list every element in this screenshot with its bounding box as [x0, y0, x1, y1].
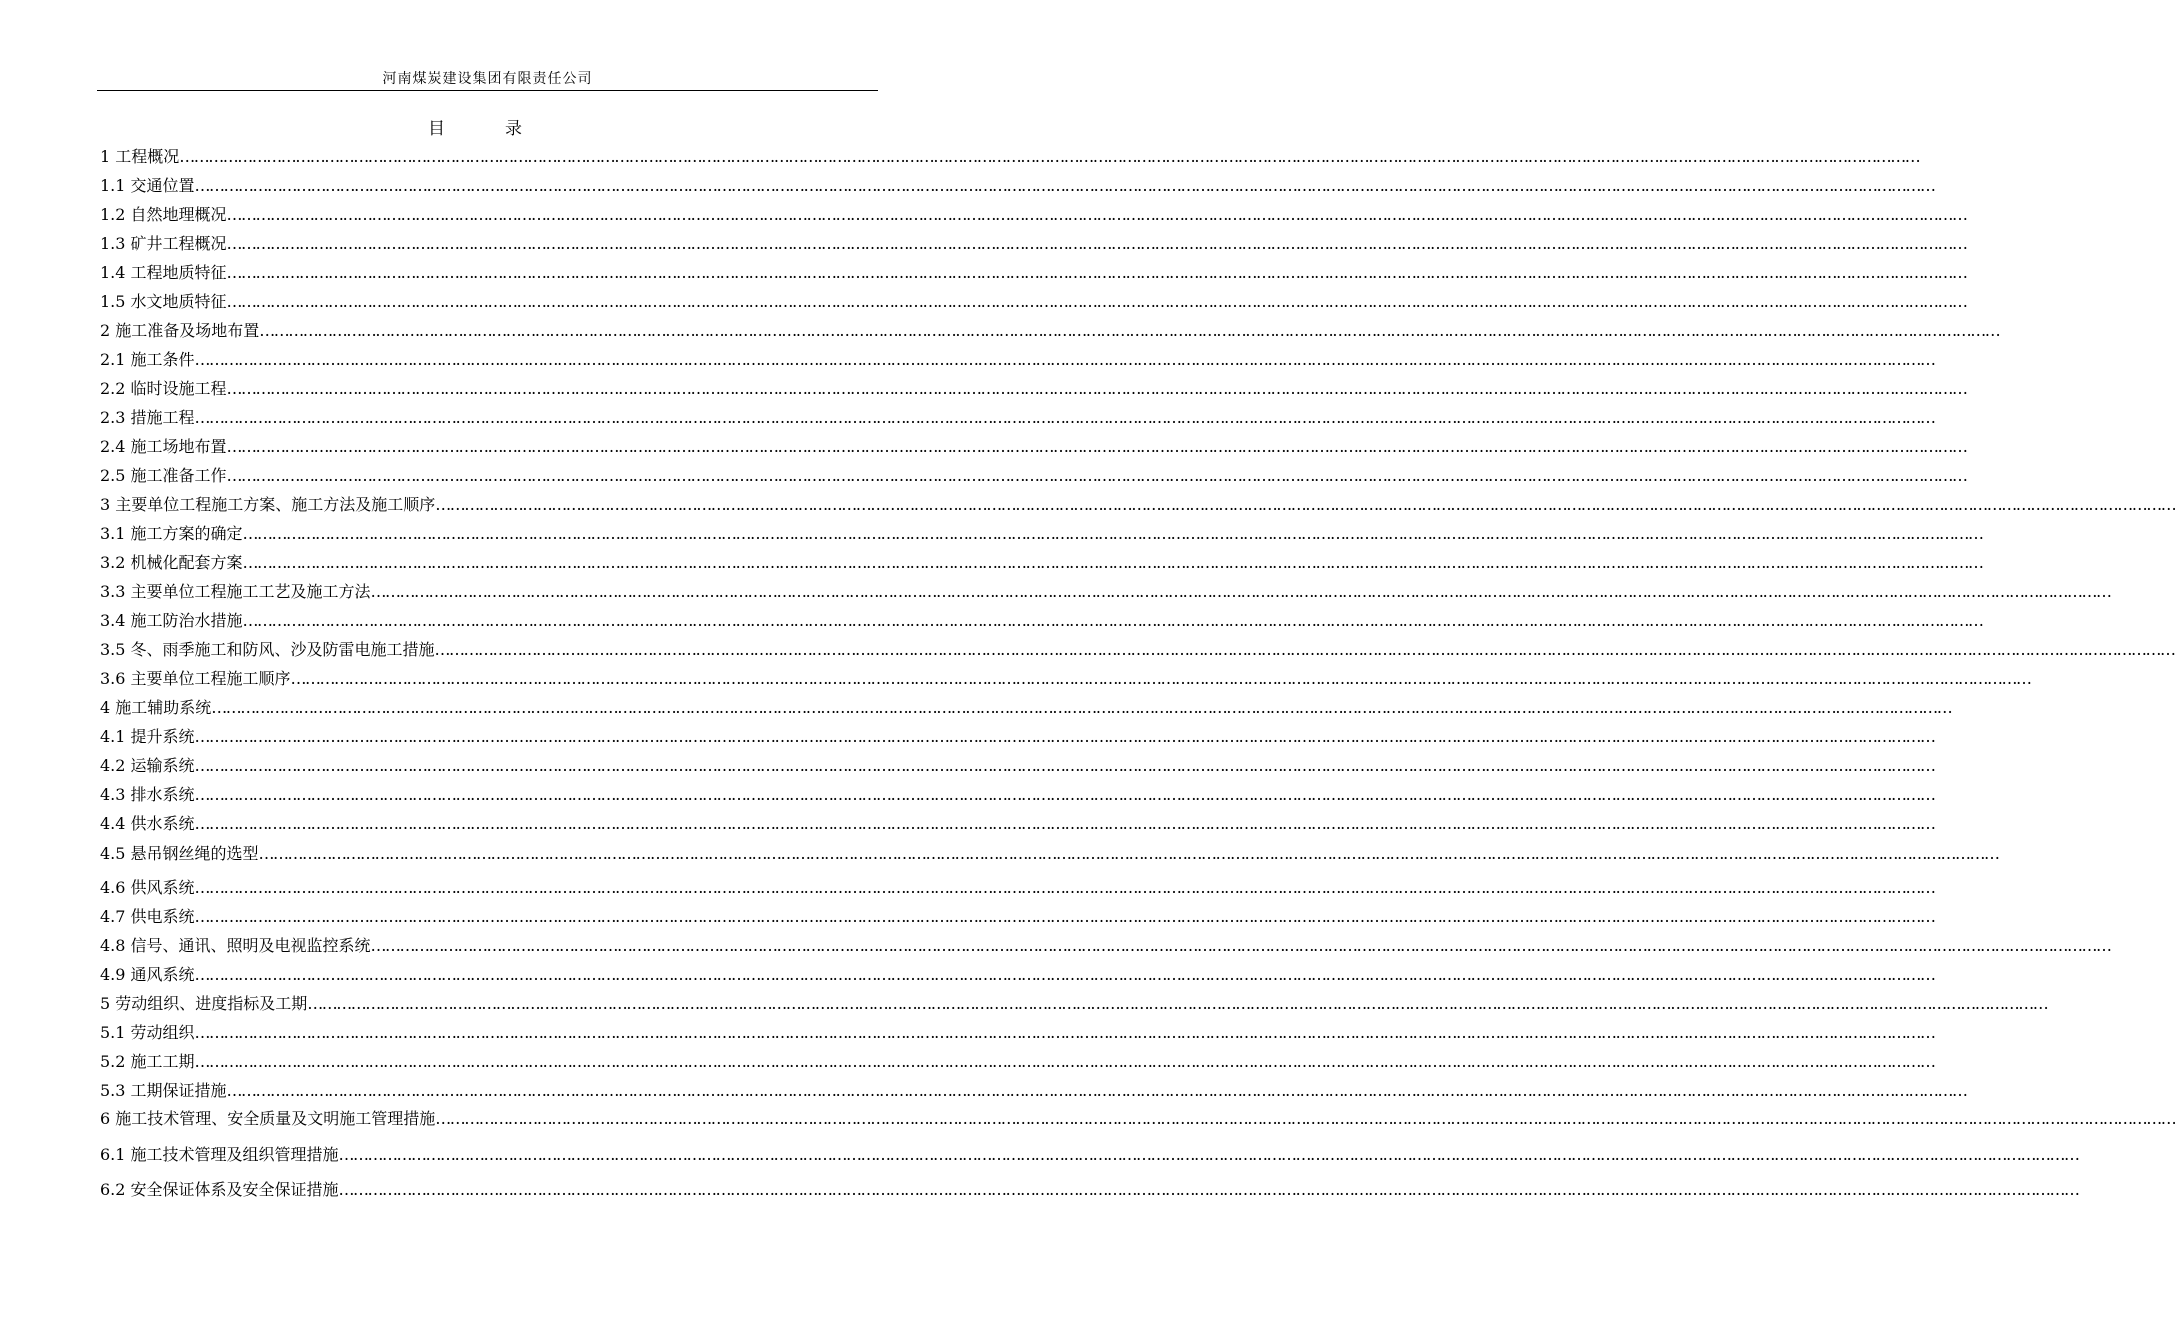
toc-leader-dots: ………………………………………………………………………………………………………………………………………………………………………………………………………………………………………………………………………………………………………………………………	[194, 785, 1935, 804]
toc-entry[interactable]	[100, 146, 1920, 168]
toc-entry-text: 5.1 劳动组织	[100, 1023, 195, 1042]
toc-entry-text: 6.2 安全保证体系及安全保证措施	[100, 1180, 339, 1199]
toc-leader-dots: ………………………………………………………………………………………………………………………………………………………………………………………………………………………………………………………………………………………………………………………………	[226, 379, 1967, 398]
toc-leader-dots: ………………………………………………………………………………………………………………………………………………………………………………………………………………………………………………………………………………………………………………………………	[338, 1180, 2079, 1199]
toc-leader-dots: ………………………………………………………………………………………………………………………………………………………………………………………………………………………………………………………………………………………………………………………………	[338, 1145, 2079, 1164]
toc-leader-dots: ………………………………………………………………………………………………………………………………………………………………………………………………………………………………………………………………………………………………………………………………	[242, 553, 1983, 572]
toc-entry-text: 2.5 施工准备工作	[100, 466, 227, 485]
toc-entry[interactable]	[100, 378, 1967, 400]
toc-title	[0, 118, 950, 140]
toc-entry-text: 2.4 施工场地布置	[100, 437, 227, 456]
toc-leader-dots: ………………………………………………………………………………………………………………………………………………………………………………………………………………………………………………………………………………………………………………………………	[259, 321, 2000, 340]
toc-leader-dots: ………………………………………………………………………………………………………………………………………………………………………………………………………………………………………………………………………………………………………………………………	[242, 524, 1983, 543]
toc-leader-dots: ………………………………………………………………………………………………………………………………………………………………………………………………………………………………………………………………………………………………………………………………	[194, 756, 1935, 775]
toc-entry[interactable]	[100, 407, 1935, 429]
toc-entry-text: 3.4 施工防治水措施	[100, 611, 243, 630]
toc-entry-text: 4.3 排水系统	[100, 785, 195, 804]
toc-entry[interactable]	[100, 465, 1967, 487]
toc-entry-text: 1.4 工程地质特征	[100, 263, 227, 282]
toc-entry-text: 1.3 矿井工程概况	[100, 234, 227, 253]
toc-entry-text: 2.1 施工条件	[100, 350, 195, 369]
toc-leader-dots: ………………………………………………………………………………………………………………………………………………………………………………………………………………………………………………………………………………………………………………………………	[242, 611, 1983, 630]
toc-leader-dots: ………………………………………………………………………………………………………………………………………………………………………………………………………………………………………………………………………………………………………………………………	[194, 814, 1935, 833]
toc-entry-text: 4.9 通风系统	[100, 965, 195, 984]
toc-entry[interactable]	[100, 552, 1983, 574]
toc-leader-dots: ………………………………………………………………………………………………………………………………………………………………………………………………………………………………………………………………………………………………………………………………	[194, 1023, 1935, 1042]
toc-entry-text: 6.1 施工技术管理及组织管理措施	[100, 1145, 339, 1164]
toc-entry[interactable]	[100, 204, 1967, 226]
toc-leader-dots: ………………………………………………………………………………………………………………………………………………………………………………………………………………………………………………………………………………………………………………………………	[194, 965, 1935, 984]
toc-entry-text: 1.5 水文地质特征	[100, 292, 227, 311]
toc-leader-dots: ………………………………………………………………………………………………………………………………………………………………………………………………………………………………………………………………………………………………………………………………	[226, 1081, 1967, 1100]
toc-entry[interactable]	[100, 1022, 1935, 1044]
toc-entry[interactable]	[100, 697, 1952, 719]
toc-entry-text: 2.2 临时设施工程	[100, 379, 227, 398]
toc-leader-dots: ………………………………………………………………………………………………………………………………………………………………………………………………………………………………………………………………………………………………………………………………	[290, 669, 2031, 688]
toc-title-right: 录	[505, 119, 522, 139]
toc-entry[interactable]	[100, 494, 2175, 516]
toc-entry[interactable]	[100, 993, 2048, 1015]
toc-entry-text: 3.6 主要单位工程施工顺序	[100, 669, 291, 688]
toc-entry[interactable]	[100, 320, 2000, 342]
toc-entry[interactable]	[100, 262, 1967, 284]
toc-title-left: 目	[428, 119, 445, 139]
toc-leader-dots: ………………………………………………………………………………………………………………………………………………………………………………………………………………………………………………………………………………………………………………………………	[194, 408, 1935, 427]
toc-entry-text: 3 主要单位工程施工方案、施工方法及施工顺序	[100, 495, 436, 514]
toc-entry-text: 4.6 供风系统	[100, 878, 195, 897]
toc-entry[interactable]	[100, 291, 1967, 313]
page-header	[97, 68, 878, 91]
toc-entry[interactable]	[100, 843, 1999, 865]
toc-entry[interactable]	[100, 233, 1967, 255]
toc-entry-text: 5.3 工期保证措施	[100, 1081, 227, 1100]
toc-entry-text: 1 工程概况	[100, 147, 180, 166]
toc-entry-text: 4.2 运输系统	[100, 756, 195, 775]
toc-entry[interactable]	[100, 1108, 2175, 1130]
toc-leader-dots: ………………………………………………………………………………………………………………………………………………………………………………………………………………………………………………………………………………………………………………………………	[226, 466, 1967, 485]
toc-leader-dots: ………………………………………………………………………………………………………………………………………………………………………………………………………………………………………………………………………………………………………………………………	[226, 263, 1967, 282]
toc-entry-text: 1.2 自然地理概况	[100, 205, 227, 224]
toc-entry[interactable]	[100, 1051, 1935, 1073]
toc-leader-dots: ………………………………………………………………………………………………………………………………………………………………………………………………………………………………………………………………………………………………………………………………	[370, 582, 2111, 601]
toc-entry[interactable]	[100, 935, 2111, 957]
toc-leader-dots: ………………………………………………………………………………………………………………………………………………………………………………………………………………………………………………………………………………………………………………………………	[194, 907, 1935, 926]
toc-leader-dots: ………………………………………………………………………………………………………………………………………………………………………………………………………………………………………………………………………………………………………………………………	[226, 205, 1967, 224]
toc-leader-dots: ………………………………………………………………………………………………………………………………………………………………………………………………………………………………………………………………………………………………………………………………	[211, 698, 1952, 717]
toc-entry-text: 4.5 悬吊钢丝绳的选型	[100, 844, 259, 863]
toc-entry-text: 4.4 供水系统	[100, 814, 195, 833]
toc-leader-dots: ………………………………………………………………………………………………………………………………………………………………………………………………………………………………………………………………………………………………………………………………	[226, 437, 1967, 456]
toc-entry-text: 1.1 交通位置	[100, 176, 195, 195]
toc-leader-dots: ………………………………………………………………………………………………………………………………………………………………………………………………………………………………………………………………………………………………………………………………	[307, 994, 2048, 1013]
toc-entry-text: 3.5 冬、雨季施工和防风、沙及防雷电施工措施	[100, 640, 435, 659]
toc-entry-text: 4 施工辅助系统	[100, 698, 212, 717]
toc-entry[interactable]	[100, 668, 2031, 690]
toc-entry[interactable]	[100, 1080, 1967, 1102]
toc-leader-dots: ………………………………………………………………………………………………………………………………………………………………………………………………………………………………………………………………………………………………………………………………	[179, 147, 1920, 166]
toc-leader-dots: ………………………………………………………………………………………………………………………………………………………………………………………………………………………………………………………………………………………………………………………………	[194, 350, 1935, 369]
toc-leader-dots: ………………………………………………………………………………………………………………………………………………………………………………………………………………………………………………………………………………………………………………………………	[194, 176, 1935, 195]
toc-leader-dots: ………………………………………………………………………………………………………………………………………………………………………………………………………………………………………………………………………………………………………………………………	[194, 1052, 1935, 1071]
toc-entry-text: 3.3 主要单位工程施工工艺及施工方法	[100, 582, 371, 601]
toc-entry[interactable]	[100, 581, 2111, 603]
toc-entry[interactable]	[100, 436, 1967, 458]
toc-entry[interactable]	[100, 610, 1983, 632]
toc-entry[interactable]	[100, 1144, 2079, 1166]
toc-entry[interactable]	[100, 523, 1983, 545]
toc-leader-dots: ………………………………………………………………………………………………………………………………………………………………………………………………………………………………………………………………………………………………………………………………	[226, 292, 1967, 311]
toc-entry[interactable]	[100, 906, 1935, 928]
toc-leader-dots: ………………………………………………………………………………………………………………………………………………………………………………………………………………………………………………………………………………………………………………………………	[194, 727, 1935, 746]
toc-entry[interactable]	[100, 726, 1935, 748]
toc-leader-dots: ………………………………………………………………………………………………………………………………………………………………………………………………………………………………………………………………………………………………………………………………	[194, 878, 1935, 897]
toc-leader-dots: ………………………………………………………………………………………………………………………………………………………………………………………………………………………………………………………………………………………………………………………………	[435, 495, 2175, 514]
toc-entry[interactable]	[100, 349, 1935, 371]
toc-entry[interactable]	[100, 639, 2175, 661]
toc-entry[interactable]	[100, 755, 1935, 777]
toc-entry-text: 5.2 施工工期	[100, 1052, 195, 1071]
toc-leader-dots: ………………………………………………………………………………………………………………………………………………………………………………………………………………………………………………………………………………………………………………………………	[434, 640, 2175, 659]
toc-entry[interactable]	[100, 813, 1935, 835]
toc-entry-text: 2 施工准备及场地布置	[100, 321, 260, 340]
toc-entry-text: 4.8 信号、通讯、照明及电视监控系统	[100, 936, 371, 955]
toc-leader-dots: ………………………………………………………………………………………………………………………………………………………………………………………………………………………………………………………………………………………………………………………………	[226, 234, 1967, 253]
toc-leader-dots: ………………………………………………………………………………………………………………………………………………………………………………………………………………………………………………………………………………………………………………………………	[258, 844, 1999, 863]
toc-entry[interactable]	[100, 1179, 2079, 1201]
toc-entry-text: 5 劳动组织、进度指标及工期	[100, 994, 308, 1013]
toc-entry-text: 3.2 机械化配套方案	[100, 553, 243, 572]
toc-entry[interactable]	[100, 175, 1935, 197]
toc-entry[interactable]	[100, 784, 1935, 806]
toc-entry-text: 3.1 施工方案的确定	[100, 524, 243, 543]
toc-entry[interactable]	[100, 877, 1935, 899]
toc-entry[interactable]	[100, 964, 1935, 986]
toc-leader-dots: ………………………………………………………………………………………………………………………………………………………………………………………………………………………………………………………………………………………………………………………………	[370, 936, 2111, 955]
toc-entry-text: 4.1 提升系统	[100, 727, 195, 746]
toc-entry-text: 6 施工技术管理、安全质量及文明施工管理措施	[100, 1109, 436, 1128]
toc-entry-text: 2.3 措施工程	[100, 408, 195, 427]
toc-entry-text: 4.7 供电系统	[100, 907, 195, 926]
toc-leader-dots: ………………………………………………………………………………………………………………………………………………………………………………………………………………………………………………………………………………………………………………………………	[435, 1109, 2175, 1128]
company-name: 河南煤炭建设集团有限责任公司	[382, 71, 593, 87]
